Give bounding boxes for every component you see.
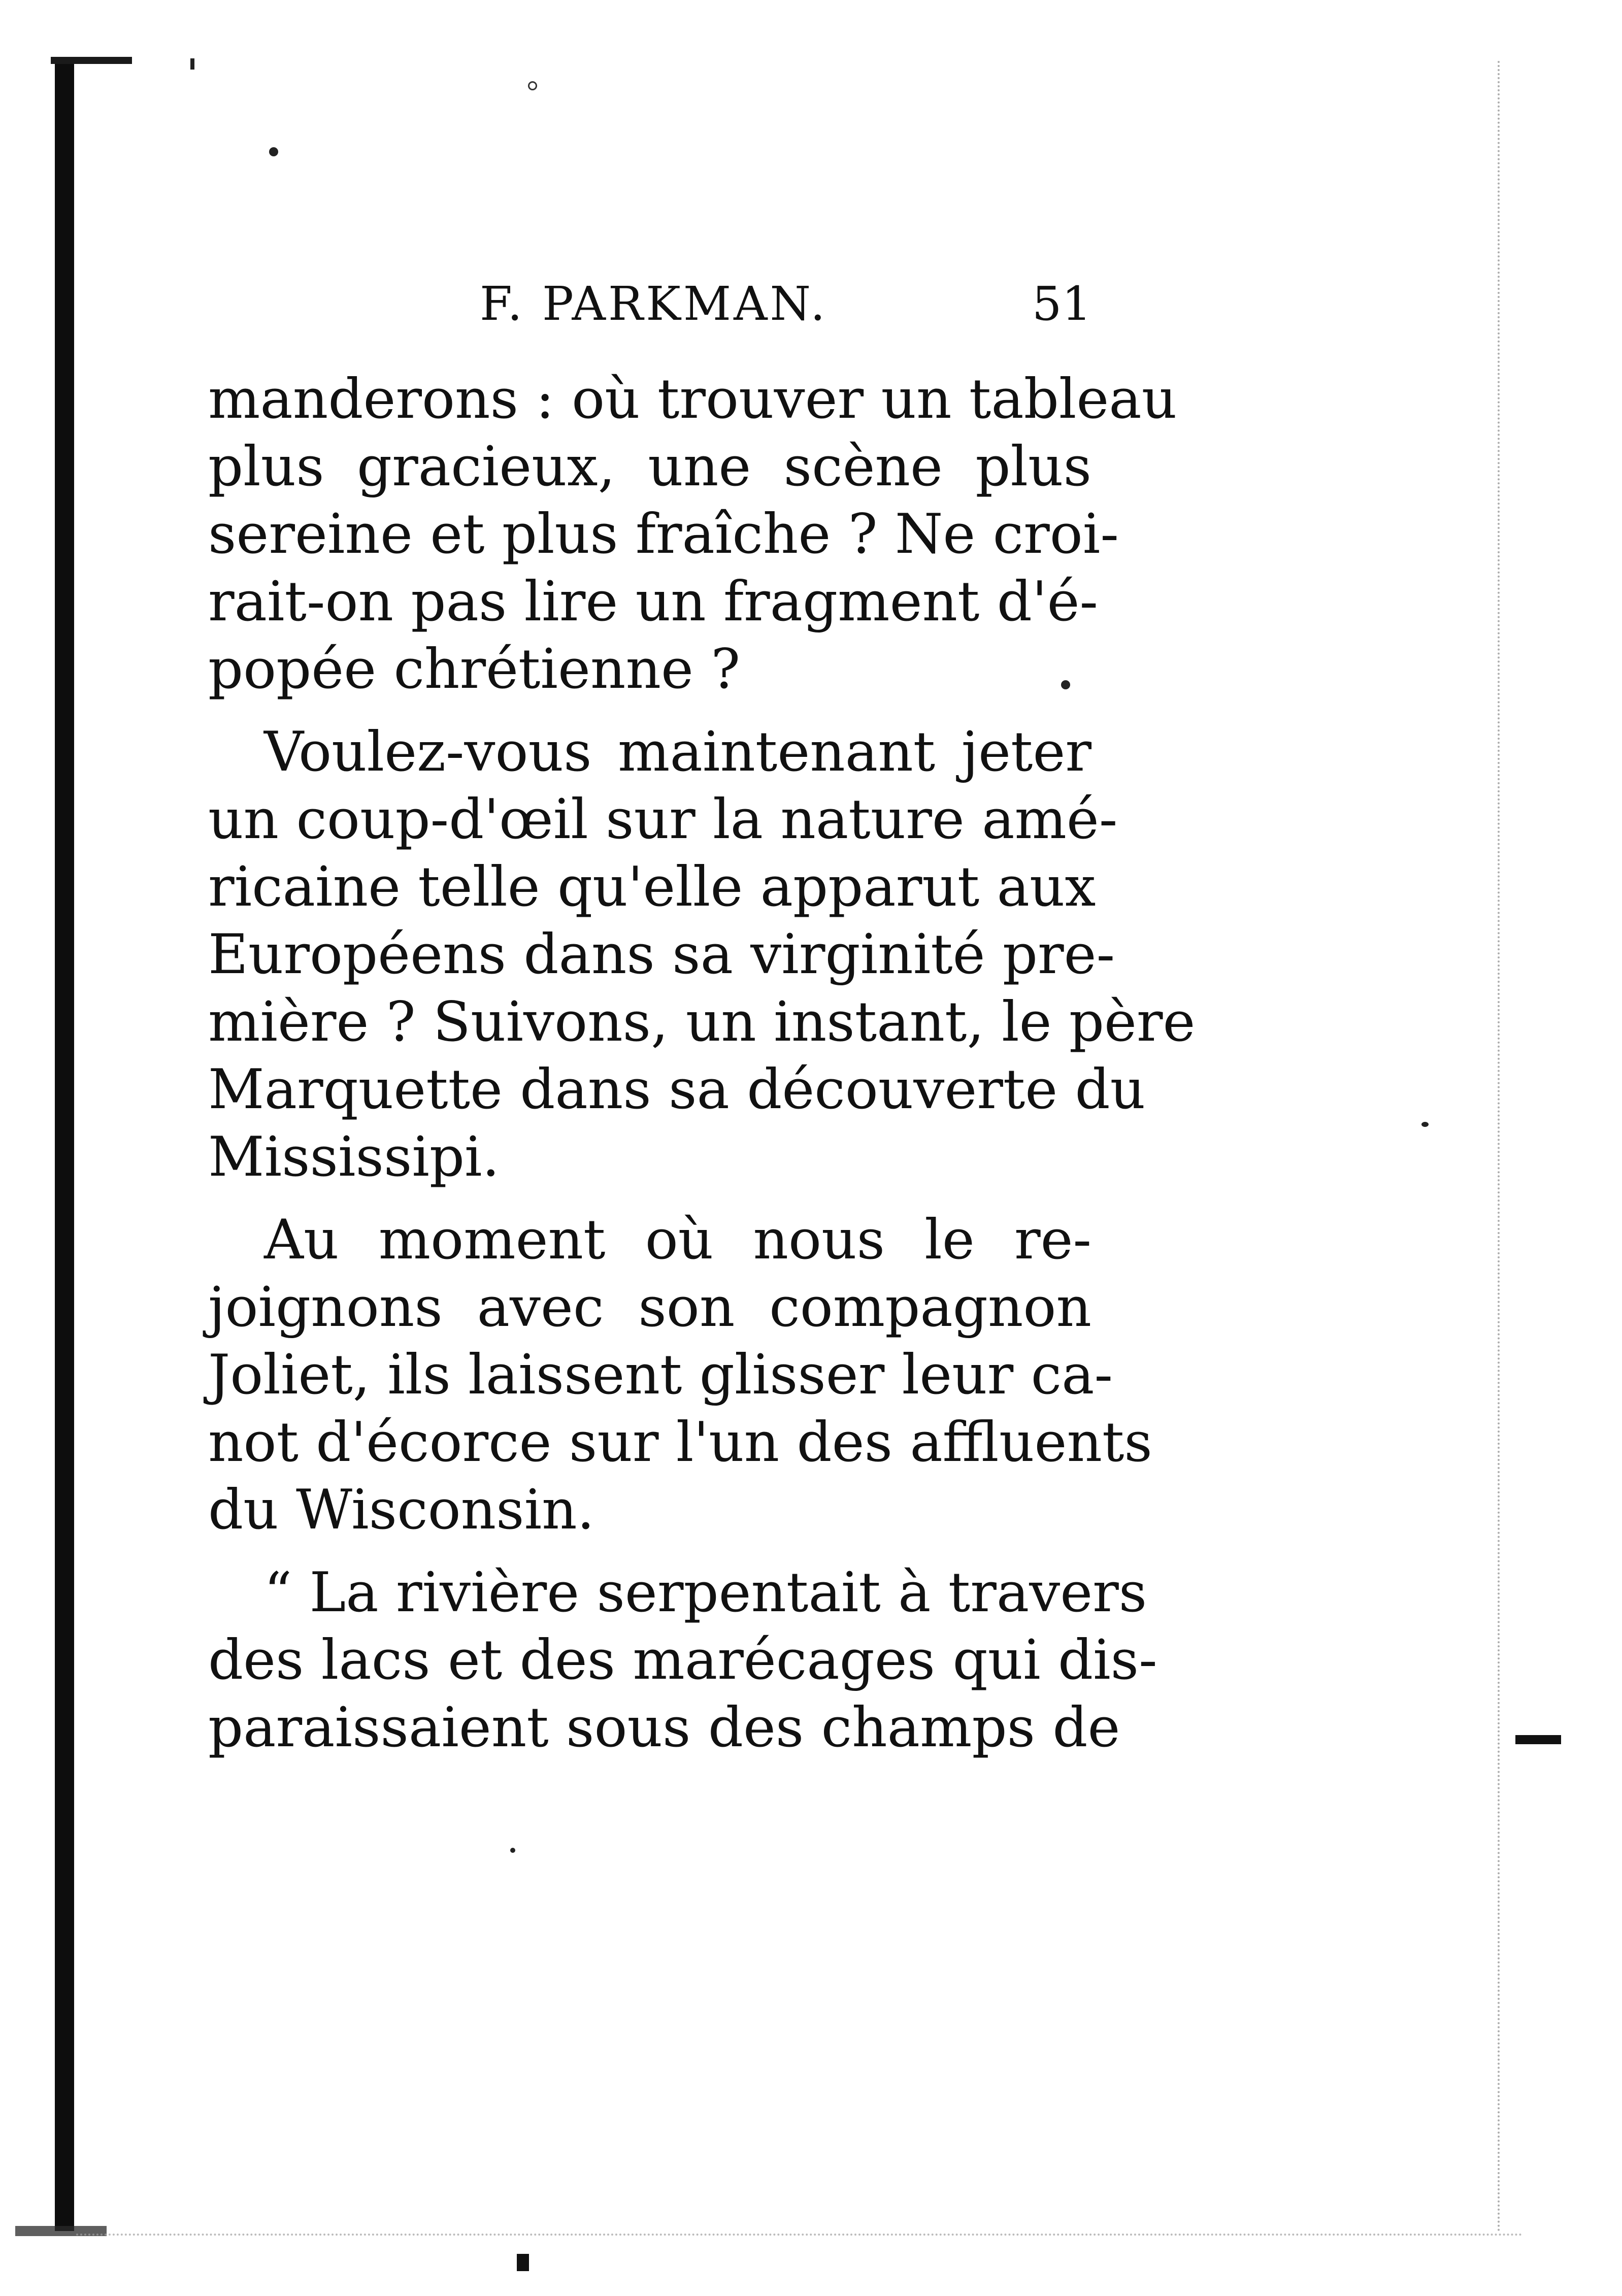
body-text	[208, 365, 1196, 1761]
scan-speck	[510, 1848, 515, 1853]
scan-speck	[269, 147, 278, 156]
paragraph-gap	[208, 703, 1091, 718]
text-line: Voulez-vous maintenant jeter	[264, 720, 1091, 784]
scan-mark-right	[1515, 1735, 1561, 1744]
text-line: ricaine telle qu'elle apparut aux	[208, 855, 1096, 919]
paragraph-gap	[208, 1191, 1091, 1206]
text-line: du Wisconsin.	[208, 1478, 595, 1542]
scan-speck	[528, 81, 537, 90]
text-line: joignons avec son compagnon	[208, 1276, 1091, 1339]
text-line: Joliet, ils laissent glisser leur ca-	[208, 1343, 1113, 1407]
text-line: manderons : où trouver un tableau	[208, 368, 1177, 431]
paragraph-gap	[208, 1544, 1091, 1559]
text-line: popée chrétienne ?	[208, 638, 741, 701]
running-head	[208, 277, 1091, 338]
scan-speck	[1421, 1122, 1429, 1127]
text-line: Européens dans sa virginité pre-	[208, 923, 1115, 986]
text-line: not d'écorce sur l'un des affluents	[208, 1411, 1152, 1474]
text-line: “ La rivière serpentait à travers	[264, 1561, 1147, 1624]
text-line: rait-on pas lire un fragment d'é-	[208, 570, 1098, 634]
binding-edge-top	[51, 57, 132, 64]
paragraph	[208, 1206, 1152, 1544]
scan-mark-bottom	[517, 2254, 529, 2271]
text-line: Marquette dans sa découverte du	[208, 1058, 1146, 1121]
paragraph	[208, 365, 1177, 703]
text-line: Mississipi.	[208, 1125, 500, 1189]
binding-edge	[55, 58, 74, 2231]
scan-edge-bottom	[76, 2234, 1523, 2237]
page-number: 51	[1032, 277, 1091, 331]
text-line: plus gracieux, une scène plus	[208, 435, 1091, 498]
paragraph	[208, 718, 1196, 1191]
running-title: F. PARKMAN.	[480, 277, 828, 331]
text-line: un coup-d'œil sur la nature amé-	[208, 788, 1118, 851]
text-line: sereine et plus fraîche ? Ne croi-	[208, 503, 1119, 566]
text-line: Au moment où nous le re-	[264, 1208, 1091, 1272]
paragraph	[208, 1559, 1157, 1761]
scan-speck	[190, 58, 194, 70]
text-line: paraissaient sous des champs de	[208, 1696, 1120, 1759]
scan-edge-right	[1498, 61, 1502, 2234]
text-line: mière ? Suivons, un instant, le père	[208, 990, 1196, 1054]
text-line: des lacs et des marécages qui dis-	[208, 1628, 1157, 1692]
